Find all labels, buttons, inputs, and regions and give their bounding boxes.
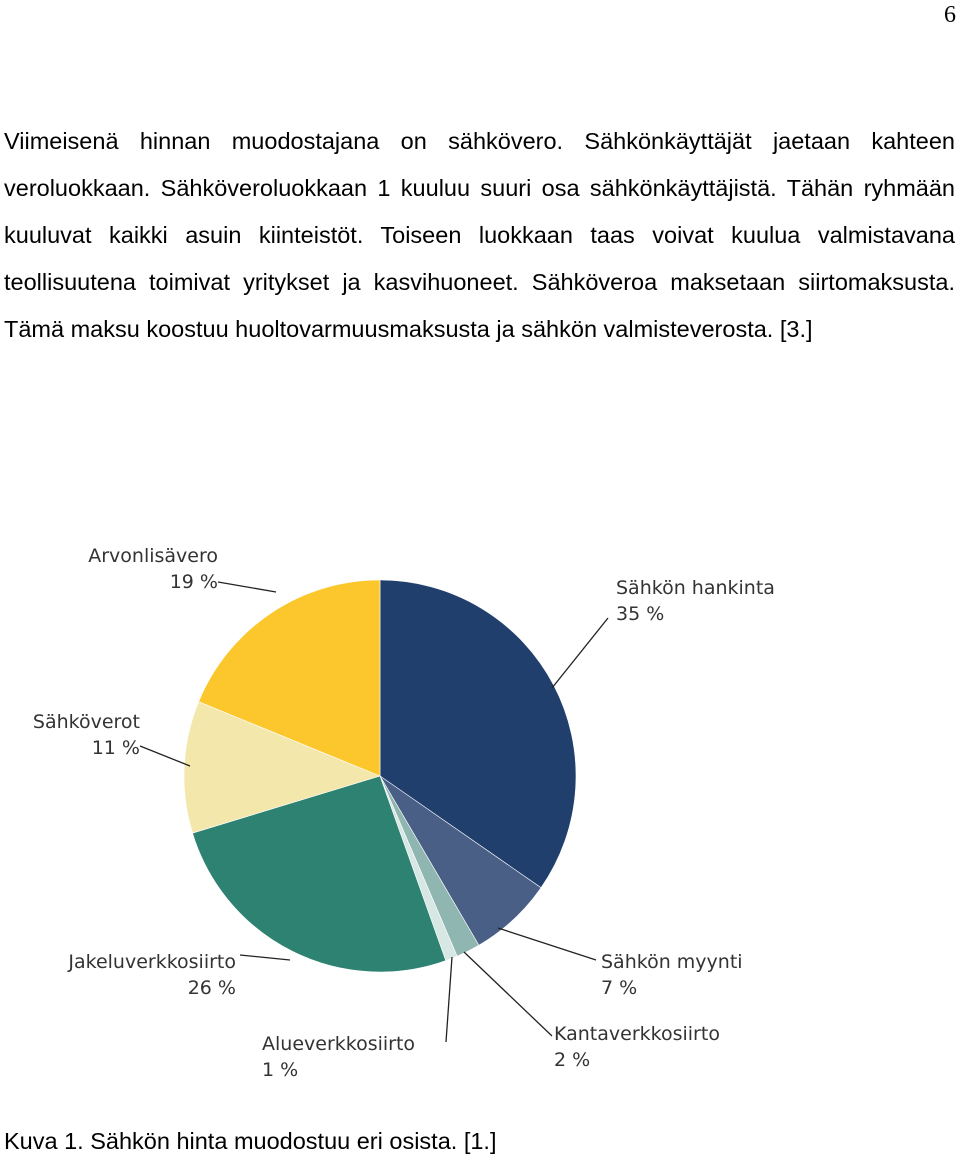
- slice-value-label: 7 %: [601, 977, 638, 999]
- slice-value-label: 19 %: [169, 571, 218, 593]
- slice-name-label: Sähkön hankinta: [616, 577, 775, 599]
- slice-name-label: Alueverkkosiirto: [262, 1033, 416, 1055]
- slice-value-label: 2 %: [554, 1049, 591, 1071]
- figure-caption: Kuva 1. Sähkön hinta muodostuu eri osista. [1.]: [4, 1128, 497, 1154]
- leader-line: [240, 955, 290, 960]
- leader-line: [218, 582, 276, 592]
- page-number: 6: [944, 2, 956, 28]
- pie-chart-figure: [0, 520, 960, 1100]
- slice-value-label: 11 %: [91, 737, 140, 759]
- leader-line: [498, 928, 596, 960]
- leader-line: [140, 746, 190, 766]
- pie-chart: [0, 520, 960, 1100]
- slice-name-label: Sähkön myynti: [601, 951, 743, 973]
- slice-value-label: 26 %: [187, 977, 236, 999]
- slice-name-label: Kantaverkkosiirto: [554, 1023, 720, 1045]
- leader-line: [446, 957, 452, 1042]
- leader-line: [464, 952, 552, 1036]
- slice-name-label: Jakeluverkkosiirto: [68, 951, 236, 973]
- slice-value-label: 35 %: [616, 603, 665, 625]
- leader-line: [552, 618, 608, 688]
- slice-name-label: Arvonlisävero: [88, 545, 218, 567]
- body-paragraph: Viimeisenä hinnan muodostajana on sähkövero. Sähkönkäyttäjät jaetaan kahteen veroluokkaan. Sähköveroluokkaan 1 kuuluu suuri osa sähkönkäyttäjistä. Tähän ryhmään kuuluvat kaikki asuin kiinteistöt. Toiseen luokkaan taas voivat kuulua valmistavana teollisuutena toimivat yritykset ja kasvihuoneet. Sähköveroa maksetaan siirtomaksusta. Tämä maksu koostuu huoltovarmuusmaksusta ja sähkön valmisteverosta. [3.]: [4, 128, 955, 342]
- slice-name-label: Sähköverot: [32, 711, 140, 733]
- slice-value-label: 1 %: [262, 1059, 299, 1081]
